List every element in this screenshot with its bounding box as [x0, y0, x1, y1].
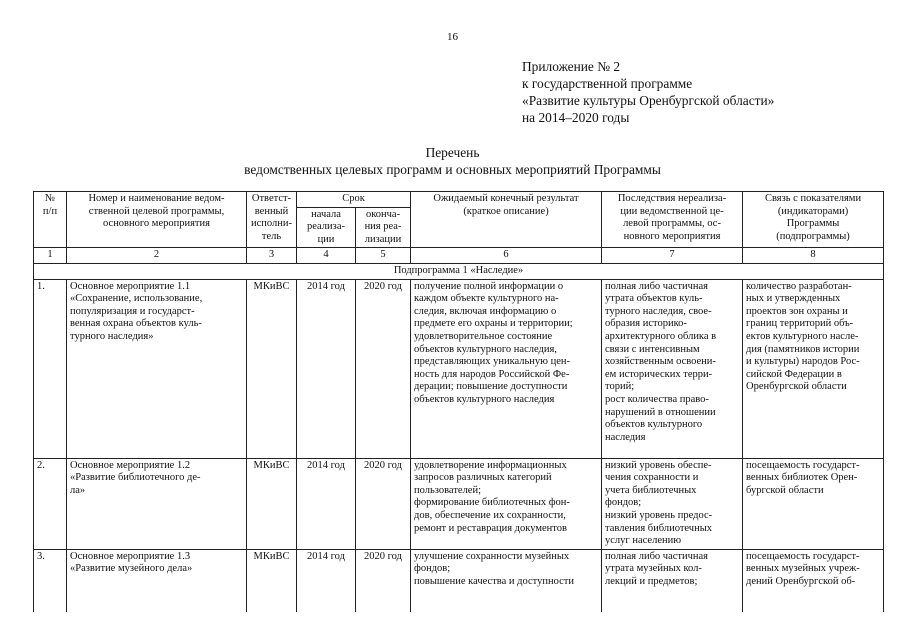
text-line: ремонт и реставрация документов — [414, 522, 567, 534]
header-name — [67, 192, 247, 248]
header-term: Срок — [297, 192, 411, 208]
text-line: ем исторических терри- — [605, 368, 713, 380]
subprogram-title: Подпрограмма 1 «Наследие» — [34, 263, 884, 279]
title-line: ведомственных целевых программ и основных мероприятий Программы — [244, 162, 661, 177]
text-line: ектов культурного насле- — [746, 330, 859, 342]
text-line: «Сохранение, использование, — [70, 293, 203, 305]
end-year: 2020 год — [356, 458, 411, 549]
text-line: учета библиотечных — [605, 484, 697, 496]
text-line: удовлетворительное состояние — [414, 330, 553, 342]
text-line: «Развитие музейного дела» — [70, 563, 193, 575]
table-row — [34, 549, 884, 612]
column-number: 4 — [297, 248, 356, 264]
measure-name — [67, 279, 247, 458]
end-year: 2020 год — [356, 549, 411, 612]
header-start — [297, 207, 356, 248]
text-line: «Развитие библиотечного де- — [70, 472, 201, 484]
text-line: № — [44, 193, 56, 204]
consequences — [602, 279, 743, 458]
text-line: чения сохранности и — [605, 472, 699, 484]
text-line: дия (памятников истории — [746, 343, 860, 355]
table-row — [34, 458, 884, 549]
document-title — [0, 144, 905, 178]
expected-result — [411, 549, 602, 612]
executor: МКиВС — [247, 279, 297, 458]
text-line: рост количества право- — [605, 393, 709, 405]
text-line: посещаемость государст- — [746, 550, 860, 562]
text-line: предмете его охраны и территории; — [414, 318, 573, 330]
row-number: 1. — [34, 279, 67, 458]
text-line: ных и утвержденных — [746, 293, 841, 305]
text-line: удовлетворение информационных — [414, 459, 567, 471]
text-line: услуг населению — [605, 535, 682, 547]
column-number: 3 — [247, 248, 297, 264]
header-consequences — [602, 192, 743, 248]
text-line: повышение качества и доступности — [414, 575, 574, 587]
text-line: лекций и предметов; — [605, 575, 698, 587]
text-line: венный — [254, 205, 289, 217]
text-line: утрата объектов куль- — [605, 293, 703, 305]
measure-name — [67, 549, 247, 612]
executor: МКиВС — [247, 458, 297, 549]
header-link — [743, 192, 884, 248]
text-line: объектов культурного наследия — [414, 393, 555, 405]
text-line: тавления библиотечных — [605, 522, 713, 534]
text-line: дерации; повышение доступности — [414, 381, 568, 393]
text-line: торий; — [605, 381, 635, 393]
header-executor — [247, 192, 297, 248]
column-number-row — [34, 248, 884, 264]
header-end — [356, 207, 411, 248]
column-number: 8 — [743, 248, 884, 264]
expected-result — [411, 279, 602, 458]
text-line: Ожидаемый конечный результат — [433, 193, 579, 204]
text-line: улучшение сохранности музейных — [414, 550, 570, 562]
indicator-link — [743, 279, 884, 458]
header-row — [34, 192, 884, 208]
text-line: ственной целевой программы, — [88, 205, 225, 217]
text-line: реализа- — [307, 221, 345, 233]
measures-table — [33, 191, 884, 612]
text-line: проектов зон охраны и — [746, 305, 848, 317]
indicator-link — [743, 549, 884, 612]
text-line: и культуры) народов Рос- — [746, 356, 860, 368]
column-number: 7 — [602, 248, 743, 264]
text-line: Основное мероприятие 1.3 — [70, 550, 191, 562]
text-line: (индикаторами) — [777, 205, 849, 217]
text-line: Основное мероприятие 1.1 — [70, 280, 191, 292]
text-line: получение полной информации о — [414, 280, 564, 292]
text-line: ность для народов Российской Фе- — [414, 368, 570, 380]
text-line: объектов культурного наследия, — [414, 343, 557, 355]
text-line: ния реа- — [364, 221, 402, 233]
text-line: исполни- — [251, 218, 292, 230]
appendix-header — [522, 58, 774, 126]
text-line: турного наследия» — [70, 330, 154, 342]
text-line: границ территорий объ- — [746, 318, 854, 330]
indicator-link — [743, 458, 884, 549]
appendix-line: Приложение № 2 — [522, 59, 621, 74]
header-no — [34, 192, 67, 248]
text-line: пользователей; — [414, 484, 482, 496]
start-year: 2014 год — [297, 279, 356, 458]
text-line: полная либо частичная — [605, 280, 708, 292]
text-line: популяризация и государст- — [70, 305, 195, 317]
text-line: начала — [311, 208, 341, 220]
text-line: сийской Федерации в — [746, 368, 842, 380]
title-line: Перечень — [425, 145, 480, 160]
text-line: (краткое описание) — [463, 205, 549, 217]
text-line: наследия — [605, 431, 646, 443]
appendix-line: на 2014–2020 годы — [522, 110, 630, 125]
text-line: основного мероприятия — [103, 218, 210, 230]
text-line: представляющих уникальную цен- — [414, 356, 571, 368]
column-number: 5 — [356, 248, 411, 264]
column-number: 2 — [67, 248, 247, 264]
text-line: оконча- — [365, 208, 401, 220]
text-line: низкий уровень обеспе- — [605, 459, 712, 471]
text-line: Оренбургской области — [746, 381, 847, 393]
consequences — [602, 549, 743, 612]
text-line: (подпрограммы) — [776, 230, 850, 242]
header-result — [411, 192, 602, 248]
text-line: дов, обеспечение их сохранности, — [414, 509, 566, 521]
text-line: тель — [261, 230, 282, 242]
start-year: 2014 год — [297, 549, 356, 612]
text-line: турного наследия, свое- — [605, 305, 712, 317]
text-line: фондов; — [414, 563, 451, 575]
text-line: ла» — [70, 484, 86, 496]
page-number: 16 — [447, 31, 458, 43]
text-line: ции — [317, 233, 335, 245]
appendix-line: «Развитие культуры Оренбургской области» — [522, 93, 775, 108]
text-line: Номер и наименование ведом- — [88, 193, 225, 204]
text-line: образия историко- — [605, 318, 687, 330]
text-line: левой программы, ос- — [623, 218, 721, 230]
text-line: хозяйственным освоени- — [605, 356, 716, 368]
row-number: 3. — [34, 549, 67, 612]
text-line: объектов культурного — [605, 419, 703, 431]
text-line: архитектурного облика в — [605, 330, 717, 342]
text-line: венных библиотек Орен- — [746, 472, 858, 484]
text-line: нарушений в отношении — [605, 406, 716, 418]
text-line: лизации — [364, 233, 402, 245]
text-line: запросов различных категорий — [414, 472, 552, 484]
subprogram-row — [34, 263, 884, 279]
text-line: венная охрана объектов куль- — [70, 318, 202, 330]
text-line: следия, включая информацию о — [414, 305, 557, 317]
table-row — [34, 279, 884, 458]
text-line: п/п — [42, 205, 58, 217]
text-line: полная либо частичная — [605, 550, 708, 562]
text-line: низкий уровень предос- — [605, 509, 713, 521]
end-year: 2020 год — [356, 279, 411, 458]
column-number: 1 — [34, 248, 67, 264]
text-line: количество разработан- — [746, 280, 852, 292]
text-line: ции ведомственной це- — [620, 205, 724, 217]
text-line: дений Оренбургской об- — [746, 575, 856, 587]
text-line: Ответст- — [251, 193, 292, 204]
text-line: Последствия нереализа- — [617, 193, 727, 204]
text-line: новного мероприятия — [623, 230, 721, 242]
text-line: Связь с показателями — [764, 193, 862, 204]
executor: МКиВС — [247, 549, 297, 612]
text-line: Основное мероприятие 1.2 — [70, 459, 191, 471]
text-line: утрата музейных кол- — [605, 563, 702, 575]
expected-result — [411, 458, 602, 549]
start-year: 2014 год — [297, 458, 356, 549]
text-line: каждом объекте культурного на- — [414, 293, 559, 305]
row-number: 2. — [34, 458, 67, 549]
text-line: венных музейных учреж- — [746, 563, 860, 575]
text-line: фондов; — [605, 497, 642, 509]
measure-name — [67, 458, 247, 549]
consequences — [602, 458, 743, 549]
text-line: связи с интенсивным — [605, 343, 700, 355]
text-line: бургской области — [746, 484, 824, 496]
text-line: Программы — [786, 218, 840, 230]
text-line: формирование библиотечных фон- — [414, 497, 570, 509]
text-line: посещаемость государст- — [746, 459, 860, 471]
column-number: 6 — [411, 248, 602, 264]
appendix-line: к государственной программе — [522, 76, 693, 91]
